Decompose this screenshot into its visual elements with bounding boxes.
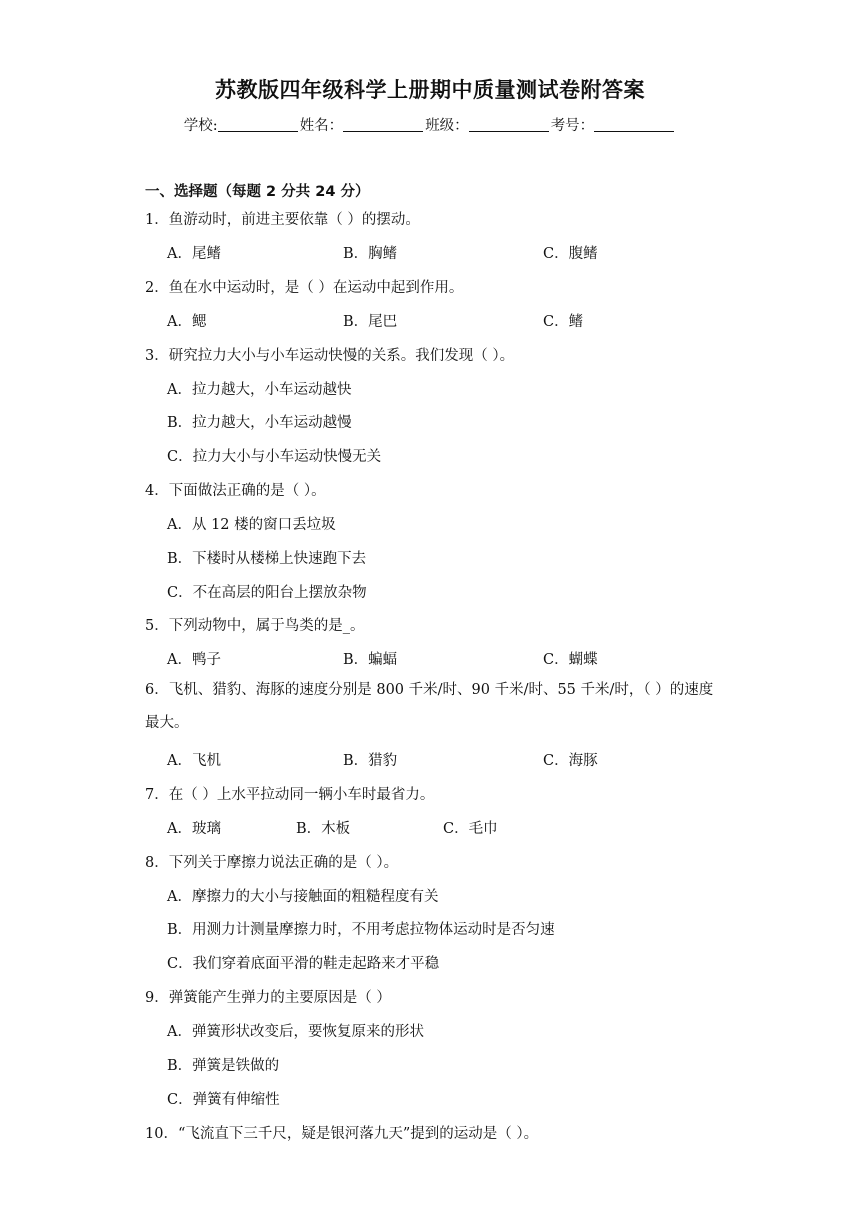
question-3 xyxy=(145,344,514,365)
option-a: A．飞机 xyxy=(167,753,221,769)
question-number: 3． xyxy=(145,348,169,364)
question-10 xyxy=(145,1122,538,1143)
question-text: 鱼在水中运动时，是（ ）在运动中起到作用。 xyxy=(168,280,464,296)
question-text: 下面做法正确的是（ ）。 xyxy=(168,483,326,499)
option-a: A．摩擦力的大小与接触面的粗糙程度有关 xyxy=(167,889,439,905)
option-c: C．不在高层的阳台上摆放杂物 xyxy=(167,585,367,601)
option-c: C．拉力大小与小车运动快慢无关 xyxy=(167,449,382,465)
option-a: A．鳃 xyxy=(167,314,207,330)
question-5 xyxy=(145,614,364,635)
option-a: A．鸭子 xyxy=(167,652,221,668)
class-label: 班级： xyxy=(425,118,469,134)
option-b: B．用测力计测量摩擦力时，不用考虑拉物体运动时是否匀速 xyxy=(167,922,555,938)
option-c: C．弹簧有伸缩性 xyxy=(167,1092,280,1108)
option-c: C．海豚 xyxy=(543,753,598,769)
option-b: B．拉力越大，小车运动越慢 xyxy=(167,415,352,431)
question-text: “飞流直下三千尺，疑是银河落九天”提到的运动是（ ）。 xyxy=(177,1126,539,1142)
school-label: 学校: xyxy=(183,118,218,134)
option-b: B．猎豹 xyxy=(343,753,398,769)
option-a: A．拉力越大，小车运动越快 xyxy=(167,382,352,398)
question-number: 5． xyxy=(145,618,169,634)
question-number: 2． xyxy=(145,280,169,296)
question-number: 7． xyxy=(145,787,169,803)
option-c: C．毛巾 xyxy=(443,821,498,837)
option-c: C．蝴蝶 xyxy=(543,652,598,668)
option-c: C．鳍 xyxy=(543,314,584,330)
option-b: B．蝙蝠 xyxy=(343,652,398,668)
question-9 xyxy=(145,986,391,1007)
option-c: C．我们穿着底面平滑的鞋走起路来才平稳 xyxy=(167,956,440,972)
question-8 xyxy=(145,851,398,872)
question-number: 4． xyxy=(145,483,169,499)
question-number: 8． xyxy=(145,855,169,871)
option-b: B．尾巴 xyxy=(343,314,398,330)
name-label: 姓名： xyxy=(299,118,344,134)
exam-number-label: 考号： xyxy=(550,118,595,134)
option-c: C．腹鳍 xyxy=(543,246,598,262)
question-number: 10． xyxy=(145,1126,178,1142)
question-text: 弹簧能产生弹力的主要原因是（ ） xyxy=(168,990,391,1006)
question-text: 飞机、猎豹、海豚的速度分别是 800 千米/时、90 千米/时、55 千米/时，（ ）的速度最大。 xyxy=(145,682,714,731)
option-a: A．弹簧形状改变后，要恢复原来的形状 xyxy=(167,1024,424,1040)
question-text: 鱼游动时，前进主要依靠（ ）的摆动。 xyxy=(168,212,420,228)
question-number: 1． xyxy=(145,212,169,228)
question-7 xyxy=(145,783,434,804)
school-blank xyxy=(218,117,298,132)
question-text: 研究拉力大小与小车运动快慢的关系。我们发现（ ）。 xyxy=(168,348,515,364)
name-blank xyxy=(343,117,423,132)
option-b: B．木板 xyxy=(296,821,351,837)
option-b: B．胸鳍 xyxy=(343,246,398,262)
page-title: 苏教版四年级科学上册期中质量测试卷附答案 xyxy=(215,78,645,102)
question-1 xyxy=(145,208,420,229)
option-b: B．弹簧是铁做的 xyxy=(167,1058,280,1074)
question-text: 下列动物中，属于鸟类的是_。 xyxy=(168,618,365,634)
option-a: A．尾鳍 xyxy=(167,246,221,262)
student-info-line xyxy=(0,114,860,135)
question-text: 下列关于摩擦力说法正确的是（ ）。 xyxy=(168,855,399,871)
question-6 xyxy=(145,674,725,740)
option-a: A．玻璃 xyxy=(167,821,221,837)
exam-number-blank xyxy=(594,117,674,132)
option-a: A．从 12 楼的窗口丢垃圾 xyxy=(167,517,336,533)
question-number: 9． xyxy=(145,990,169,1006)
question-4 xyxy=(145,479,326,500)
option-b: B．下楼时从楼梯上快速跑下去 xyxy=(167,551,367,567)
section-heading: 一、选择题（每题 2 分共 24 分） xyxy=(145,184,370,200)
question-2 xyxy=(145,276,463,297)
question-text: 在（ ）上水平拉动同一辆小车时最省力。 xyxy=(168,787,435,803)
class-blank xyxy=(469,117,549,132)
question-number: 6． xyxy=(145,682,169,698)
